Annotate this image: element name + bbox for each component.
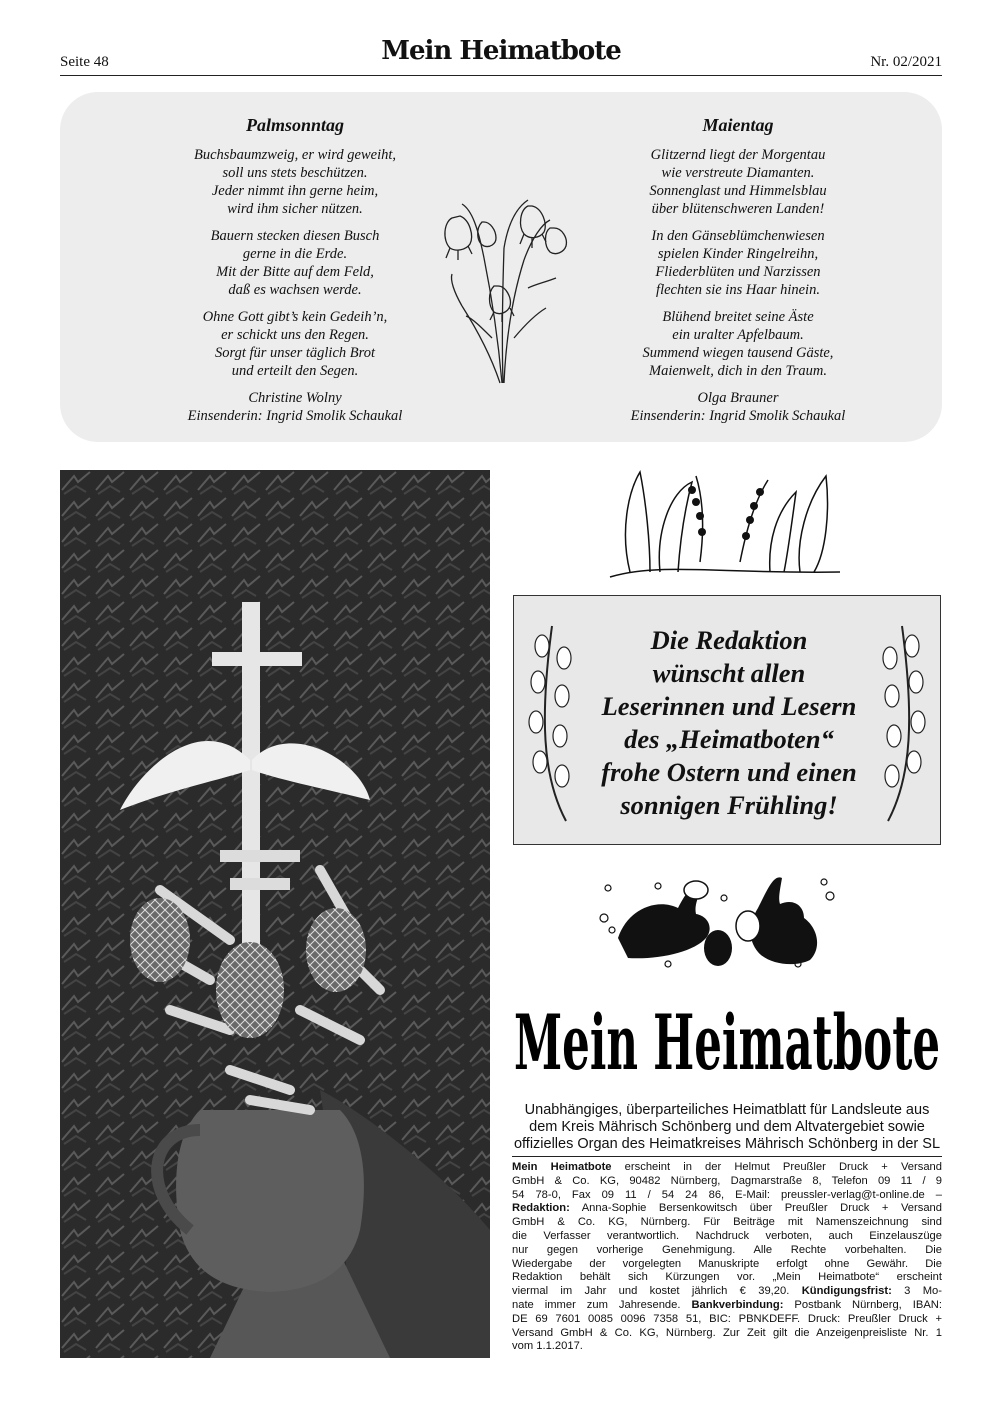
poem-line: Ohne Gott gibt’s kein Gedeih’n,	[202, 309, 388, 325]
stanza	[578, 308, 898, 380]
easter-greeting-box	[513, 595, 941, 845]
masthead-big-text: Mein Heimatbote	[514, 998, 940, 1087]
poem-line: Glitzernd liegt der Morgentau	[650, 147, 826, 163]
poem-line: er schickt uns den Regen.	[221, 327, 369, 343]
poem-line: wie verstreute Diamanten.	[661, 165, 815, 181]
tagline-line: dem Kreis Mährisch Schönberg und dem Altvatergebiet sowie	[529, 1119, 925, 1135]
masthead-small: Mein Heimatbote	[381, 36, 621, 66]
poem-line: In den Gänseblümchenwiesen	[651, 228, 825, 244]
imprint-bold: Redaktion:	[512, 1202, 570, 1215]
imprint-line: GmbH & Co. KG, 90482 Nürnberg, Dagmarstraße 8, Telefon 09 11 / 9	[512, 1174, 942, 1187]
imprint-bold: Bankverbindung:	[691, 1298, 784, 1311]
imprint-line	[512, 1161, 942, 1175]
imprint-text: Anna-Sophie Bersenkowitsch über Preußler Druck + Versand	[569, 1202, 942, 1215]
lily-of-the-valley-illustration	[600, 462, 850, 582]
poem-line: ein uralter Apfelbaum.	[672, 327, 804, 343]
imprint-bold: Mein Heimatbote	[512, 1161, 612, 1173]
stanza	[578, 146, 898, 218]
poem-sender: Einsenderin: Ingrid Smolik Schaukal	[187, 408, 403, 424]
imprint	[512, 1161, 942, 1354]
imprint-text: nate immer zum Jahresende.	[512, 1298, 692, 1311]
imprint-line: nur gegen vorherige Genehmigung. Alle Rechte vorbehalten. Die	[512, 1243, 942, 1256]
easter-cross-photo-illustration	[60, 470, 490, 1358]
poem-line: Jeder nimmt ihn gerne heim,	[211, 183, 379, 199]
imprint-line: die Verfasser verantwortlich. Nachdruck verboten, auch Einzelauszüge	[512, 1229, 942, 1242]
masthead-big-logo	[512, 985, 942, 1097]
greeting-line: des „Heimatboten“	[624, 724, 834, 754]
poem-sender: Einsenderin: Ingrid Smolik Schaukal	[630, 408, 846, 424]
poem-line: gerne in die Erde.	[242, 246, 348, 262]
page-header	[60, 36, 942, 76]
issue-number: Nr. 02/2021	[870, 54, 942, 70]
poem-author: Olga Brauner	[697, 390, 779, 406]
imprint-line	[512, 1299, 942, 1313]
imprint-line: DE 69 7601 0085 0096 7358 51, BIC: PBNKDEFF. Druck: Preußler Druck +	[512, 1312, 942, 1325]
imprint-line: GmbH & Co. KG, Nürnberg. Für Beiträge mit Namenszeichnung sind	[512, 1216, 942, 1229]
poem-line: wird ihm sicher nützen.	[227, 201, 363, 217]
imprint-bold: Kündigungsfrist:	[801, 1285, 892, 1298]
poem-title: Maientag	[702, 115, 774, 135]
snowbell-flower-illustration	[432, 188, 572, 388]
poem-line: und erteilt den Segen.	[231, 363, 359, 379]
tagline-line: offizielles Organ des Heimatkreises Mährisch Schönberg in der SL	[513, 1136, 941, 1152]
poem-box	[60, 92, 942, 442]
stanza	[135, 308, 455, 380]
poem-line: daß es wachsen werde.	[228, 282, 362, 298]
poem-line: Sorgt für unser täglich Brot	[214, 345, 376, 361]
imprint-line: Versand GmbH & Co. KG, Nürnberg. Zur Zeit gilt die Anzeigenpreisliste Nr. 1	[512, 1326, 942, 1339]
imprint-text: erscheint in der Helmut Preußler Druck + Versand	[611, 1161, 942, 1173]
easter-photo	[60, 470, 490, 1358]
pussy-willow-branch-right-icon	[872, 616, 932, 826]
pussy-willow-branch-left-icon	[522, 616, 582, 826]
stanza	[135, 146, 455, 218]
imprint-line: vom 1.1.2017.	[512, 1340, 583, 1353]
poem-line: Buchsbaumzweig, er wird geweiht,	[193, 147, 397, 163]
poem-line: flechten sie ins Haar hinein.	[656, 282, 820, 298]
divider	[512, 1156, 942, 1157]
imprint-line: Wiedergabe der vorgelegten Manuskripte erfolgt ohne Gewähr. Die	[512, 1257, 942, 1270]
page-number: Seite 48	[60, 54, 109, 70]
masthead-tagline	[512, 1102, 942, 1153]
poem-line: Mit der Bitte auf dem Feld,	[216, 264, 374, 280]
greeting-line: Die Redaktion	[650, 625, 808, 655]
easter-bunnies-illustration	[598, 868, 843, 973]
poem-maientag	[578, 116, 898, 425]
poem-line: Blühend breitet seine Äste	[662, 309, 814, 325]
poem-title: Palmsonntag	[245, 115, 345, 135]
stanza	[135, 227, 455, 299]
imprint-text: 3 Mo-	[891, 1285, 942, 1298]
imprint-line	[512, 1285, 942, 1299]
poem-line: Maienwelt, dich in den Traum.	[648, 363, 827, 379]
greeting-line: wünscht allen	[652, 658, 806, 688]
poem-line: Bauern stecken diesen Busch	[210, 228, 380, 244]
poem-line: spielen Kinder Ringelreihn,	[657, 246, 819, 262]
stanza	[578, 227, 898, 299]
imprint-line: Redaktion behält sich Kürzungen vor. „Mein Heimatbote“ erscheint	[512, 1271, 942, 1284]
poem-author: Christine Wolny	[248, 390, 342, 406]
poem-palmsonntag	[135, 116, 455, 425]
imprint-text: viermal im Jahr und kostet jährlich € 39,20.	[512, 1285, 802, 1298]
poem-line: Summend wiegen tausend Gäste,	[642, 345, 834, 361]
poem-line: Sonnenglast und Himmelsblau	[649, 183, 827, 199]
imprint-text: Postbank Nürnberg, IBAN:	[783, 1298, 942, 1311]
imprint-line	[512, 1202, 942, 1216]
greeting-line: Leserinnen und Lesern	[601, 691, 857, 721]
greeting-line: frohe Ostern und einen	[601, 757, 857, 787]
imprint-line: 54 78-0, Fax 09 11 / 54 24 86, E-Mail: preussler-verlag@t-online.de –	[512, 1188, 942, 1201]
tagline-line: Unabhängiges, überparteiliches Heimatblatt für Landsleute aus	[524, 1102, 930, 1118]
greeting-line: sonnigen Frühling!	[620, 790, 838, 820]
poem-line: soll uns stets beschützen.	[222, 165, 368, 181]
poem-line: Fliederblüten und Narzissen	[655, 264, 821, 280]
greeting-text	[584, 624, 874, 822]
poem-line: über blütenschweren Landen!	[651, 201, 825, 217]
